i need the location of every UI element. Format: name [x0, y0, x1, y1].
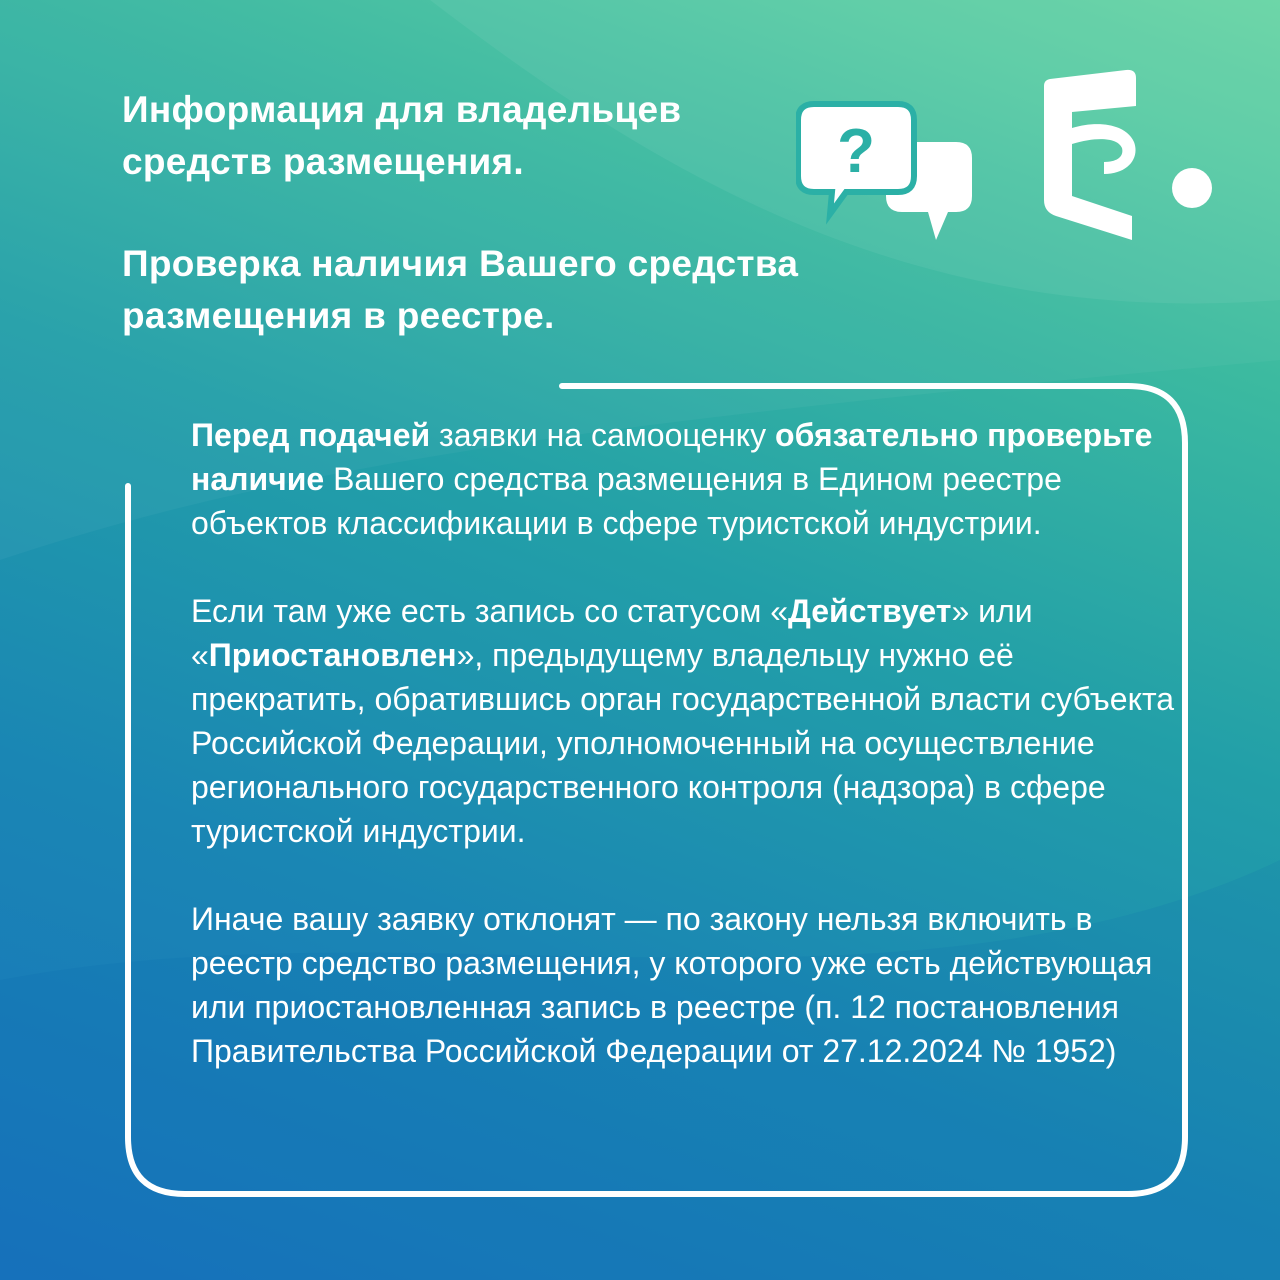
chat-question-icon — [796, 92, 980, 242]
paragraph-status: Если там уже есть запись со статусом «Действует» или «Приостановлен», предыдущему владельцу нужно её прекратить, обратившись орган государственной власти субъекта Российской Федерации, уполномоченный на осуществление регионального государственного контроля (надзора) в сфере туристской индустрии. — [191, 593, 1175, 849]
paragraph-check-registry: Перед подачей заявки на самооценку обязательно проверьте наличие Вашего средства размещения в Едином реестре объектов классификации в сфере туристской индустрии. — [191, 417, 1153, 541]
page-title: Информация для владельцев средств размещения. — [122, 89, 682, 182]
page-subtitle: Проверка наличия Вашего средства размещения в реестре. — [122, 243, 799, 336]
info-text — [191, 413, 1176, 1073]
brand-logo — [1038, 66, 1218, 240]
svg-text:?: ? — [837, 117, 875, 186]
paragraph-rejection: Иначе вашу заявку отклонят — по закону нельзя включить в реестр средство размещения, у которого уже есть действующая или приостановленная запись в реестре (п. 12 постановления Правительства Российской Федерации от 27.12.2024 № 1952) — [191, 901, 1153, 1069]
